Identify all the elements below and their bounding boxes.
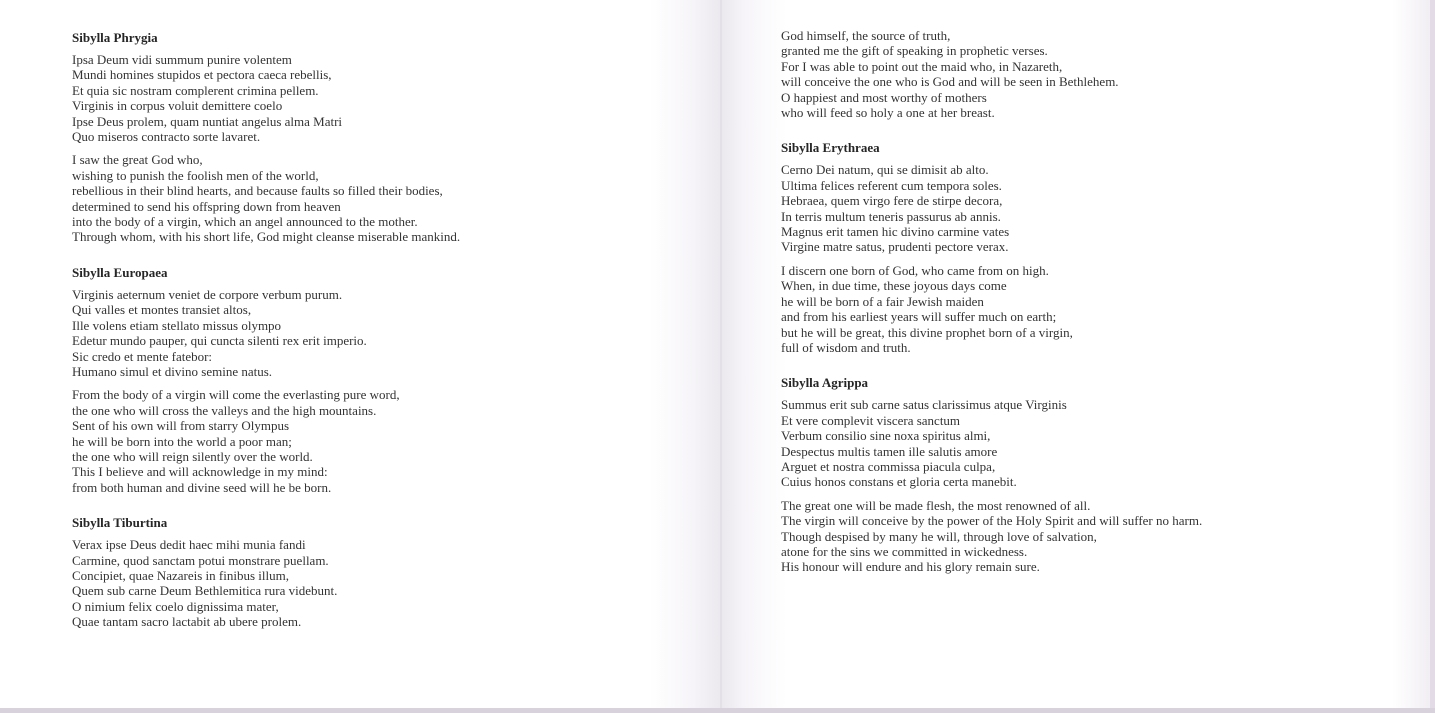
section-heading: Sibylla Erythraea bbox=[781, 140, 880, 156]
verse-line: O nimium felix coelo dignissima mater, bbox=[72, 598, 279, 614]
verse-line: Hebraea, quem virgo fere de stirpe decora, bbox=[781, 193, 1003, 209]
section-heading: Sibylla Agrippa bbox=[781, 375, 869, 391]
section-sibylla-europaea bbox=[72, 265, 722, 495]
verse-line: Humano simul et divino semine natus. bbox=[72, 363, 273, 379]
verse-line: he will be born of a fair Jewish maiden bbox=[781, 293, 984, 309]
verse-line: Carmine, quod sanctam potui monstrare puellam. bbox=[72, 552, 329, 568]
verse-line: Arguet et nostra commissa piacula culpa, bbox=[781, 458, 996, 474]
verse-line: Quae tantam sacro lactabit ab ubere prolem. bbox=[72, 614, 302, 630]
verse-line: For I was able to point out the maid who, in Nazareth, bbox=[781, 58, 1063, 74]
verse-line: Concipiet, quae Nazareis in finibus illum, bbox=[72, 567, 289, 583]
verse-line: Cuius honos constans et gloria certa manebit. bbox=[781, 474, 1017, 490]
verse-line: Magnus erit tamen hic divino carmine vates bbox=[781, 224, 1010, 240]
verse-line: Despectus multis tamen ille salutis amore bbox=[781, 443, 998, 459]
latin-verse bbox=[72, 287, 722, 379]
verse-line: The great one will be made flesh, the most renowned of all. bbox=[781, 497, 1091, 513]
section-sibylla-tiburtina-continued bbox=[781, 28, 1435, 120]
latin-verse bbox=[72, 52, 722, 144]
verse-line: Verbum consilio sine noxa spiritus almi, bbox=[781, 428, 991, 444]
verse-line: Ipse Deus prolem, quam nuntiat angelus alma Matri bbox=[72, 113, 343, 129]
verse-line: His honour will endure and his glory remain sure. bbox=[781, 559, 1040, 575]
latin-verse bbox=[72, 537, 722, 629]
english-translation bbox=[781, 498, 1435, 575]
verse-line: rebellious in their blind hearts, and because faults so filled their bodies, bbox=[72, 183, 443, 199]
verse-line: and from his earliest years will suffer much on earth; bbox=[781, 309, 1057, 325]
scan-bottom-edge bbox=[0, 708, 1435, 713]
verse-line: God himself, the source of truth, bbox=[781, 28, 951, 43]
section-heading: Sibylla Phrygia bbox=[72, 30, 158, 45]
verse-line: Et vere complevit viscera sanctum bbox=[781, 412, 961, 428]
verse-line: Virgine matre satus, prudenti pectore verax. bbox=[781, 239, 1009, 255]
verse-line: the one who will cross the valleys and the high mountains. bbox=[72, 402, 377, 418]
latin-verse bbox=[781, 397, 1435, 489]
verse-line: Et quia sic nostram complerent crimina pellem. bbox=[72, 82, 319, 98]
verse-line: full of wisdom and truth. bbox=[781, 339, 911, 355]
verse-line: From the body of a virgin will come the everlasting pure word, bbox=[72, 387, 400, 403]
verse-line: he will be born into the world a poor man; bbox=[72, 433, 292, 449]
verse-line: wishing to punish the foolish men of the world, bbox=[72, 167, 319, 183]
verse-line: Ultima felices referent cum tempora soles. bbox=[781, 177, 1002, 193]
verse-line: Through whom, with his short life, God might cleanse miserable mankind. bbox=[72, 229, 461, 245]
verse-line: granted me the gift of speaking in prophetic verses. bbox=[781, 43, 1048, 59]
section-sibylla-erythraea bbox=[781, 140, 1435, 355]
verse-line: will conceive the one who is God and will be seen in Bethlehem. bbox=[781, 74, 1119, 90]
verse-line: In terris multum teneris passurus ab annis. bbox=[781, 208, 1001, 224]
verse-line: Sent of his own will from starry Olympus bbox=[72, 418, 290, 434]
english-translation bbox=[781, 263, 1435, 355]
left-page bbox=[0, 0, 722, 708]
verse-line: but he will be great, this divine prophet born of a virgin, bbox=[781, 324, 1073, 340]
right-page-edge bbox=[1430, 0, 1435, 708]
verse-line: Virginis in corpus voluit demittere coelo bbox=[72, 98, 283, 114]
latin-verse bbox=[781, 162, 1435, 254]
section-sibylla-agrippa bbox=[781, 375, 1435, 574]
verse-line: Verax ipse Deus dedit haec mihi munia fandi bbox=[72, 537, 306, 553]
section-heading: Sibylla Europaea bbox=[72, 264, 168, 280]
verse-line: Quo miseros contracto sorte lavaret. bbox=[72, 129, 261, 145]
verse-line: Mundi homines stupidos et pectora caeca rebellis, bbox=[72, 67, 332, 83]
section-heading: Sibylla Tiburtina bbox=[72, 515, 168, 531]
verse-line: I discern one born of God, who came from on high. bbox=[781, 262, 1049, 278]
right-page bbox=[722, 0, 1435, 708]
verse-line: O happiest and most worthy of mothers bbox=[781, 89, 987, 105]
section-sibylla-phrygia bbox=[72, 30, 722, 245]
verse-line: Qui valles et montes transiet altos, bbox=[72, 302, 252, 318]
verse-line: This I believe and will acknowledge in my mind: bbox=[72, 464, 328, 480]
verse-line: When, in due time, these joyous days come bbox=[781, 278, 1007, 294]
verse-line: Virginis aeternum veniet de corpore verbum purum. bbox=[72, 286, 343, 302]
english-translation bbox=[72, 387, 722, 495]
verse-line: The virgin will conceive by the power of the Holy Spirit and will suffer no harm. bbox=[781, 513, 1203, 529]
verse-line: Though despised by many he will, through love of salvation, bbox=[781, 528, 1097, 544]
english-translation bbox=[781, 28, 1435, 120]
verse-line: into the body of a virgin, which an angel announced to the mother. bbox=[72, 214, 418, 230]
verse-line: Ipsa Deum vidi summum punire volentem bbox=[72, 52, 292, 67]
english-translation bbox=[72, 152, 722, 244]
verse-line: Quem sub carne Deum Bethlemitica rura videbunt. bbox=[72, 583, 338, 599]
verse-line: Summus erit sub carne satus clarissimus atque Virginis bbox=[781, 397, 1067, 413]
verse-line: from both human and divine seed will he be born. bbox=[72, 479, 332, 495]
section-sibylla-tiburtina bbox=[72, 515, 722, 629]
verse-line: who will feed so holy a one at her breast. bbox=[781, 105, 995, 121]
verse-line: Sic credo et mente fatebor: bbox=[72, 348, 213, 364]
verse-line: atone for the sins we committed in wickedness. bbox=[781, 543, 1028, 559]
verse-line: determined to send his offspring down from heaven bbox=[72, 198, 341, 214]
verse-line: Cerno Dei natum, qui se dimisit ab alto. bbox=[781, 162, 989, 178]
verse-line: Edetur mundo pauper, qui cuncta silenti rex erit imperio. bbox=[72, 333, 367, 349]
verse-line: I saw the great God who, bbox=[72, 152, 203, 168]
verse-line: Ille volens etiam stellato missus olympo bbox=[72, 317, 282, 333]
verse-line: the one who will reign silently over the world. bbox=[72, 448, 313, 464]
